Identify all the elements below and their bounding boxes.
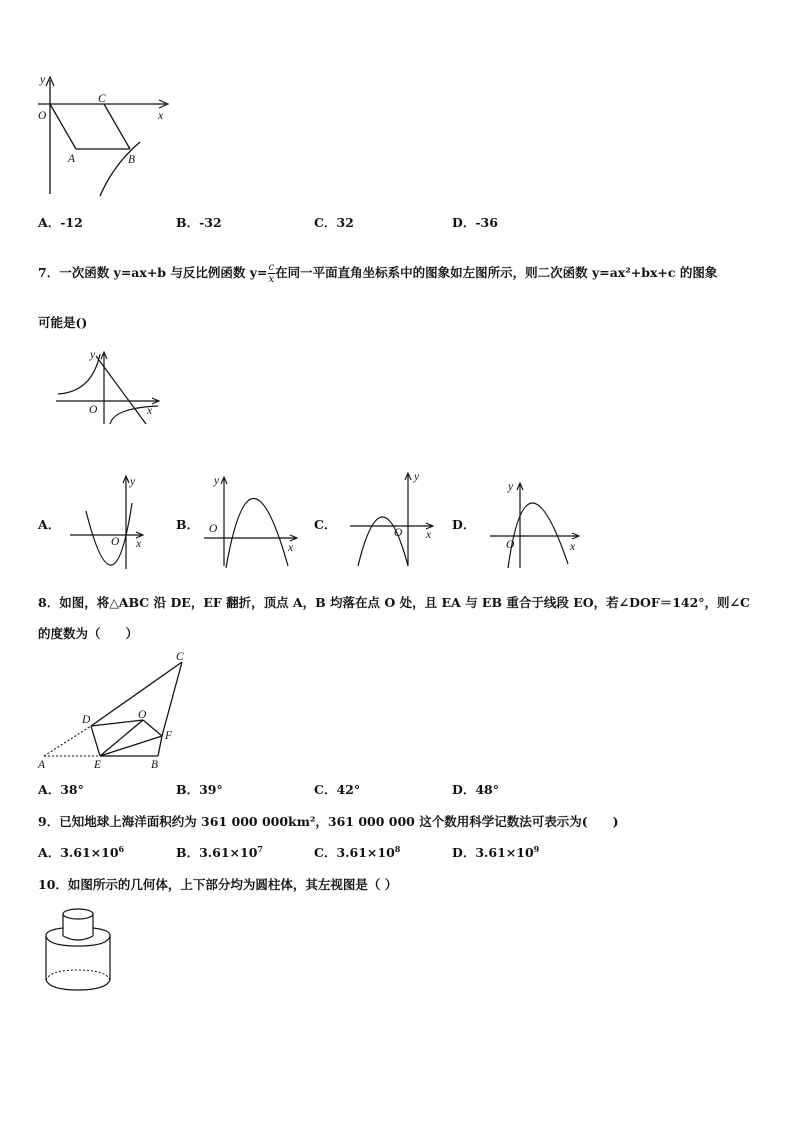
q7-label-x: x [147, 405, 153, 417]
q6-label-x: x [158, 110, 164, 122]
q8-question-line1: 8．如图，将△ABC 沿 DE，EF 翻折，顶点 A，B 均落在点 O 处，且 EA 与 EB 重合于线段 EO，若∠DOF＝142°，则∠C [38, 595, 750, 610]
q7-option-d-letter: D． [452, 517, 476, 532]
q8-label-e: E [94, 759, 102, 771]
q7-option-d-graph [486, 476, 582, 572]
q8-label-d: D [82, 714, 91, 726]
q8-question-line2: 的度数为（ ） [38, 626, 139, 641]
q7c-label-x: x [426, 529, 432, 541]
q9-question: 9．已知地球上海洋面积约为 361 000 000km²，361 000 000 这个数用科学记数法可表示为( ) [38, 814, 619, 829]
q7c-label-o: O [394, 527, 403, 539]
q8-option-a: A．38° [38, 782, 84, 797]
q7b-label-x: x [288, 542, 294, 554]
q6-option-c: C．32 [314, 215, 354, 230]
q7-option-b-letter: B． [176, 517, 200, 532]
q9-option-b: B．$3.61\times 10^7$ [176, 843, 263, 860]
q7d-label-o: O [506, 539, 515, 551]
q7-option-c-letter: C． [314, 517, 337, 532]
q7-option-a-graph [66, 473, 150, 577]
q6-label-c: C [98, 93, 106, 105]
q7d-label-y: y [508, 481, 514, 493]
q6-label-y: y [40, 74, 46, 86]
q7-fraction: $\frac{c}{x}$ [268, 262, 275, 285]
q7a-label-y: y [130, 476, 136, 488]
q7b-label-y: y [214, 475, 220, 487]
q7-option-b-graph [200, 470, 300, 570]
q8-label-f: F [165, 730, 173, 742]
q8-option-c: C．42° [314, 782, 361, 797]
q7-question-line2: 可能是() [38, 315, 88, 330]
q8-option-d: D．48° [452, 782, 499, 797]
q7-question-line1: 7．一次函数 y=ax+b 与反比例函数 y= $\frac{c}{x}$ 在同一平面直角坐标系中的图象如左图所示，则二次函数 y=ax²+bx+c 的图象 [38, 262, 718, 285]
q10-question: 10．如图所示的几何体，上下部分均为圆柱体，其左视图是（ ） [38, 877, 398, 892]
q9-option-d: D．$3.61\times 10^9$ [452, 843, 540, 860]
q8-label-o: O [138, 709, 147, 721]
q7-label-o: O [89, 404, 98, 416]
q6-label-o: O [38, 110, 47, 122]
q10-solid-figure [42, 906, 114, 994]
q8-figure [36, 650, 196, 774]
q8-label-a: A [38, 759, 46, 771]
q8-label-b: B [151, 759, 159, 771]
q6-label-b: B [128, 154, 136, 166]
q6-figure [34, 72, 174, 202]
q7b-label-o: O [209, 523, 218, 535]
q7a-label-x: x [136, 538, 142, 550]
q7-option-a-letter: A． [38, 517, 61, 532]
q6-option-a: A．-12 [38, 215, 83, 230]
q9-option-c: C．$3.61\times 10^8$ [314, 843, 401, 860]
q6-option-d: D．-36 [452, 215, 498, 230]
q7-option-c-graph [346, 468, 436, 572]
q9-option-a: A．$3.61\times 10^6$ [38, 843, 125, 860]
q6-option-b: B．-32 [176, 215, 222, 230]
q7a-label-o: O [111, 536, 120, 548]
q7-label-y: y [90, 349, 96, 361]
q7d-label-x: x [570, 541, 576, 553]
q8-label-c: C [176, 651, 184, 663]
q8-option-b: B．39° [176, 782, 223, 797]
q7-figure [54, 348, 166, 428]
q6-label-a: A [68, 153, 76, 165]
q7c-label-y: y [414, 471, 420, 483]
